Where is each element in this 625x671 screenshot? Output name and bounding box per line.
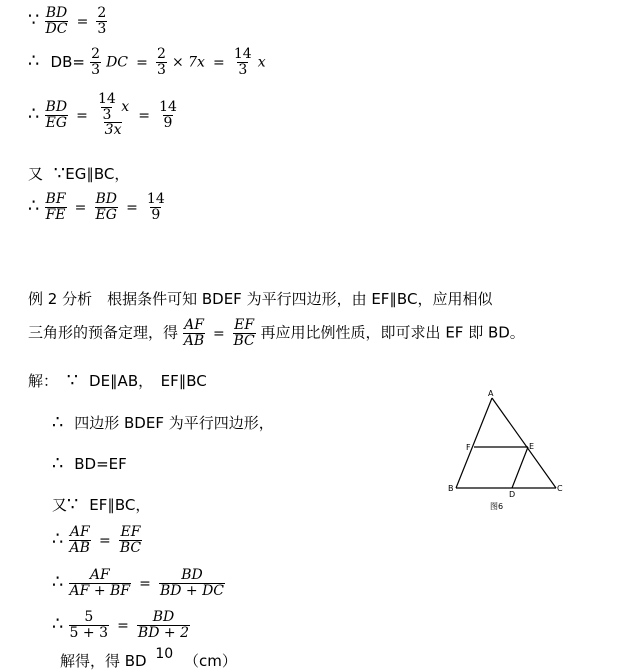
- fraction-14-3: $\frac{14}{3}$: [233, 46, 252, 78]
- fraction-af-afbf: $\frac{AF}{AF + BF}$: [69, 567, 131, 599]
- line-5: ∴ $\frac{BF}{FE}$ = $\frac{BD}{EG}$ = $\frac{14}{9}$: [28, 191, 165, 223]
- fraction-5-53: $\frac{5}{5 + 3}$: [69, 609, 108, 641]
- fraction-14-3-inner: $\frac{14}{3}$: [97, 91, 116, 123]
- line-2: ∴ DB= $\frac{2}{3}$ DC = $\frac{2}{3}$ × 7x = $\frac{14}{3}$ x: [28, 46, 266, 78]
- fraction-bd-dc: $\frac{BD}{DC}$: [45, 5, 68, 37]
- fraction-bd-bddc: $\frac{BD}{BD + DC}$: [159, 567, 225, 599]
- label-c: C: [557, 484, 563, 493]
- fraction-af-ab-2: $\frac{AF}{AB}$: [69, 524, 90, 556]
- complex-fraction: $\frac{14}{3}$ x 3x: [97, 91, 130, 139]
- label-e: E: [529, 442, 535, 451]
- solution-fraction-1: ∴ $\frac{AF}{AB}$ = $\frac{EF}{BC}$: [52, 524, 142, 556]
- solution-fraction-2: ∴ $\frac{AF}{AF + BF}$ = $\frac{BD}{BD + DC}$: [52, 567, 225, 599]
- label-f: F: [466, 443, 471, 452]
- solution-line-3: ∴ BD=EF: [52, 453, 127, 474]
- solution-last-line: 解得，得 BD 10 （cm）: [60, 646, 237, 670]
- fraction-af-ab: $\frac{AF}{AB}$: [183, 317, 205, 349]
- fraction-bd-eg: $\frac{BD}{EG}$: [45, 98, 68, 131]
- fraction-bf-fe: $\frac{BF}{FE}$: [45, 191, 66, 223]
- solution-line-4: 又∵ EF∥BC，: [52, 494, 151, 515]
- fraction-2-3-a: $\frac{2}{3}$: [91, 46, 100, 78]
- label-a: A: [488, 389, 494, 398]
- segment-ed: [512, 447, 528, 488]
- fraction-14-9: $\frac{14}{9}$: [159, 98, 177, 131]
- figure-caption: 图6: [490, 502, 504, 511]
- fraction-2-3: $\frac{2}{3}$: [97, 5, 107, 37]
- fraction-14-9-b: $\frac{14}{9}$: [146, 191, 165, 223]
- segment-ab: [456, 398, 492, 488]
- segment-ac: [492, 398, 556, 488]
- line-4: 又 ∵EG∥BC，: [28, 163, 130, 184]
- triangle-figure: [440, 388, 570, 513]
- line-1: ∵ $\frac{BD}{DC}$ = $\frac{2}{3}$: [28, 5, 107, 37]
- fraction-ef-bc-2: $\frac{EF}{BC}$: [119, 524, 142, 556]
- label-d: D: [509, 490, 516, 499]
- line-3: ∴ $\frac{BD}{EG}$ = $\frac{14}{3}$ x 3x = $\frac{14}{9}$: [28, 91, 177, 139]
- fraction-bd-eg-2: $\frac{BD}{EG}$: [95, 191, 117, 223]
- fraction-ef-bc: $\frac{EF}{BC}$: [233, 317, 255, 349]
- example-line-2: 三角形的预备定理，得 $\frac{AF}{AB}$ = $\frac{EF}{BC}$ 再应用比例性质，即可求出 EF 即 BD。: [28, 317, 525, 349]
- fraction-2-3-b: $\frac{2}{3}$: [156, 46, 166, 78]
- solution-line-2: ∴ 四边形 BDEF 为平行四边形，: [52, 412, 274, 433]
- fraction-bd-bd2: $\frac{BD}{BD + 2}$: [137, 609, 189, 641]
- example-line-1: 例 2 分析 根据条件可知 BDEF 为平行四边形，由 EF∥BC，应用相似: [28, 290, 493, 308]
- solution-line-1: 解： ∵ DE∥AB， EF∥BC: [28, 370, 207, 391]
- label-b: B: [448, 484, 454, 493]
- solution-fraction-3: ∴ $\frac{5}{5 + 3}$ = $\frac{BD}{BD + 2}$: [52, 609, 189, 641]
- complex-numerator: $\frac{14}{3}$ x: [97, 91, 130, 123]
